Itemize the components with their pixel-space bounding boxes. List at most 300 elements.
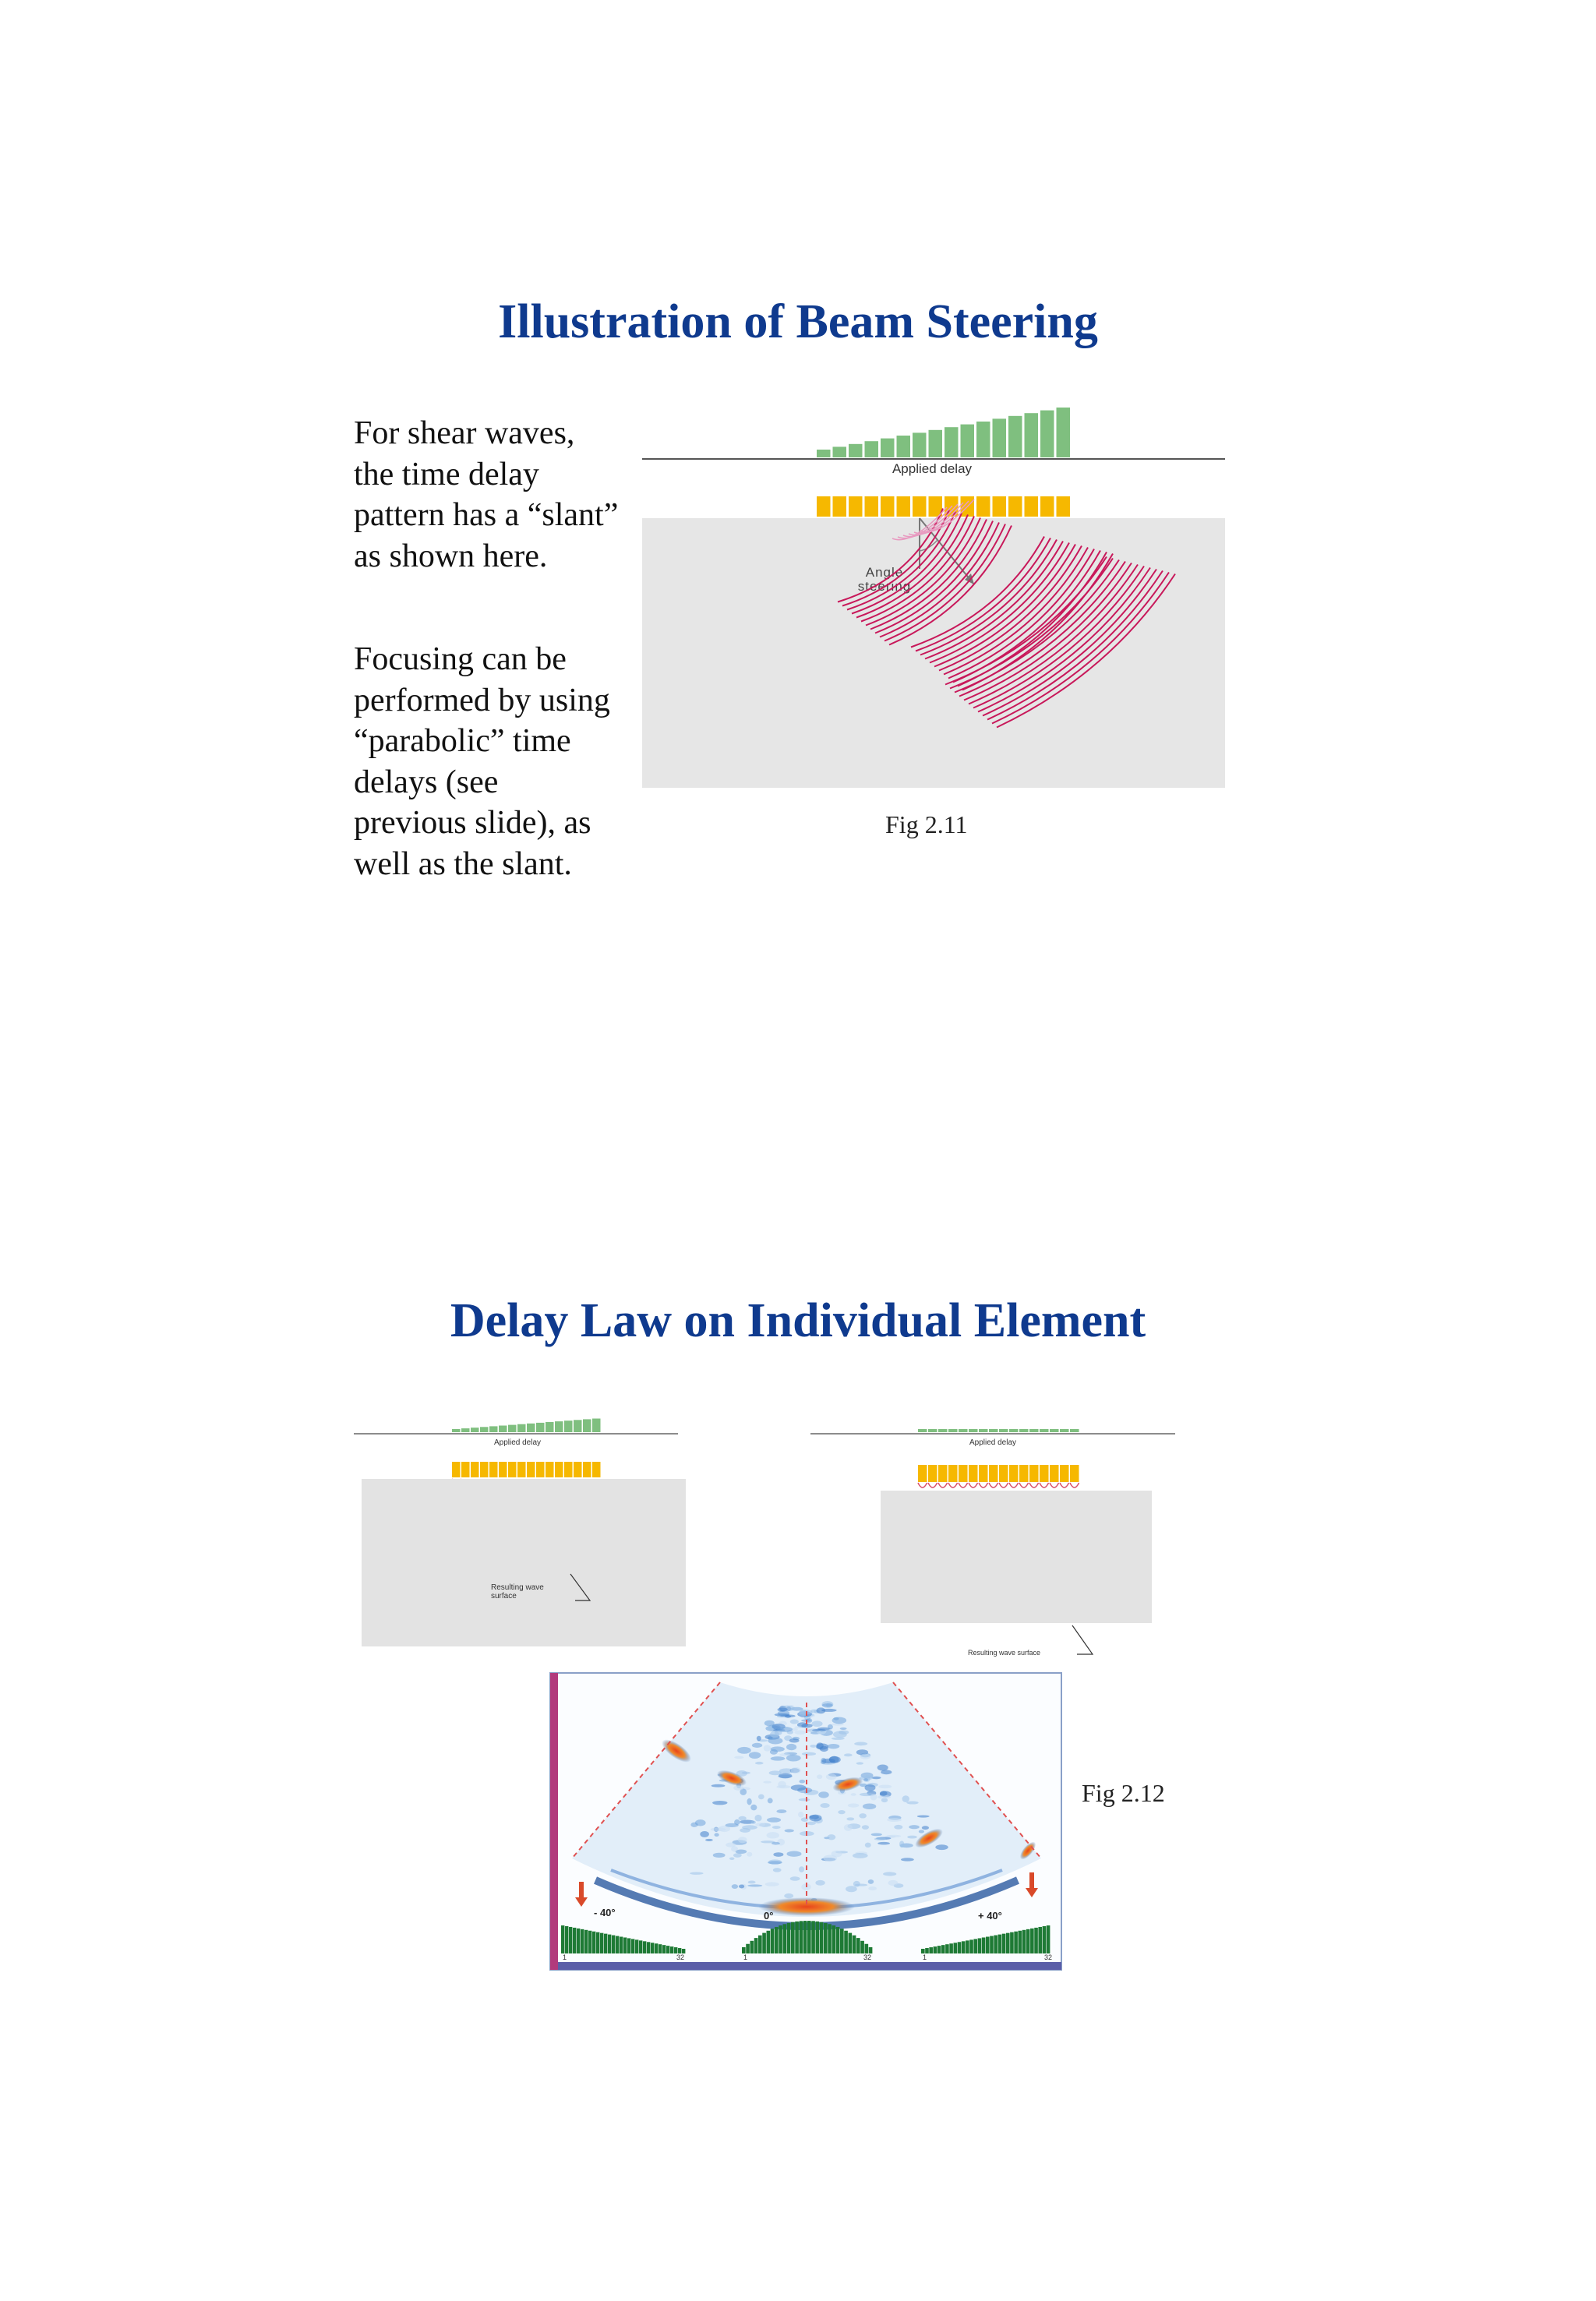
array-element <box>508 1462 517 1477</box>
scan-delay-bar <box>662 1945 666 1953</box>
wave-label-right: Resulting wave surface <box>968 1649 1041 1657</box>
scan-delay-bar <box>651 1943 654 1953</box>
delay-bar <box>865 441 879 457</box>
scan-delay-bar <box>627 1938 630 1953</box>
speckle-dot <box>899 1840 904 1848</box>
delay-bar <box>564 1420 573 1432</box>
delay-bar <box>938 1429 948 1432</box>
delay-bar <box>583 1419 591 1432</box>
delay-bar <box>1029 1429 1039 1432</box>
speckle-dot <box>826 1773 837 1780</box>
array-element <box>1070 1465 1079 1482</box>
speckle-dot <box>799 1866 804 1872</box>
speckle-dot <box>690 1823 697 1827</box>
scan-delay-bar <box>966 1940 969 1953</box>
scan-delay-bar <box>795 1922 799 1953</box>
array-element <box>517 1462 526 1477</box>
speckle-dot <box>832 1717 847 1724</box>
applied-delay-bars <box>817 408 1070 457</box>
scan-delay-bar <box>1006 1933 1010 1953</box>
array-element <box>928 1465 937 1482</box>
delay-law-right-diagram <box>807 1410 1181 1668</box>
delay-bar <box>536 1423 545 1432</box>
speckle-dot <box>846 1817 854 1820</box>
speckle-dot <box>856 1762 863 1764</box>
delay-bar <box>471 1428 479 1432</box>
speckle-dot <box>827 1744 839 1749</box>
array-element <box>1019 1465 1029 1482</box>
scan-delay-bar <box>986 1937 990 1953</box>
speckle-dot <box>773 1852 783 1857</box>
speckle-dot <box>812 1729 826 1731</box>
figure-caption-2-12: Fig 2.12 <box>1082 1779 1165 1807</box>
speckle-dot <box>791 1767 801 1773</box>
speckle-dot <box>754 1815 761 1822</box>
speckle-dot <box>799 1780 805 1784</box>
array-element <box>461 1462 470 1477</box>
scan-delay-bar <box>779 1925 782 1953</box>
speckle-dot <box>817 1774 822 1779</box>
scan-delay-bar <box>561 1925 564 1953</box>
speckle-dot <box>711 1827 726 1831</box>
speckle-dot <box>864 1784 875 1791</box>
scan-delay-bar <box>600 1933 603 1953</box>
delay-bar <box>1019 1429 1029 1432</box>
speckle-dot <box>776 1809 786 1813</box>
speckle-dot <box>785 1829 794 1832</box>
speckle-dot <box>821 1759 835 1763</box>
speckle-dot <box>770 1731 779 1738</box>
speckle-dot <box>747 1852 752 1857</box>
scan-delay-bar <box>655 1943 658 1953</box>
delay-bar <box>527 1424 535 1432</box>
speckle-dot <box>815 1880 824 1886</box>
array-element <box>938 1465 948 1482</box>
delay-bar <box>452 1429 461 1432</box>
scan-delay-bar <box>973 1939 977 1953</box>
speckle-dot <box>894 1825 902 1830</box>
speckle-dot <box>860 1754 870 1759</box>
delay-bar <box>1060 1429 1069 1432</box>
scan-delay-bar <box>631 1939 634 1953</box>
speckle-dot <box>748 1881 756 1884</box>
scan-delay-bar <box>865 1944 869 1953</box>
angle-label-center: 0° <box>764 1910 774 1922</box>
speckle-dot <box>832 1851 842 1858</box>
speckle-dot <box>874 1837 886 1840</box>
scan-delay-bar <box>596 1932 599 1953</box>
array-element <box>999 1465 1008 1482</box>
array-element <box>979 1465 988 1482</box>
element-last-center: 32 <box>863 1953 872 1961</box>
speckle-dot <box>799 1798 810 1802</box>
speckle-dot <box>868 1879 874 1884</box>
speckle-dot <box>859 1813 867 1818</box>
array-element <box>959 1465 968 1482</box>
scan-delay-bar <box>937 1946 941 1953</box>
slide-title-beam-steering: Illustration of Beam Steering <box>498 295 1098 348</box>
speckle-dot <box>791 1784 807 1791</box>
speckle-dot <box>902 1795 909 1802</box>
speckle-dot <box>742 1825 757 1830</box>
array-element <box>555 1462 563 1477</box>
speckle-dot <box>738 1816 746 1821</box>
speckle-dot <box>713 1853 726 1858</box>
scan-delay-bar <box>840 1929 844 1953</box>
delay-bar <box>959 1429 968 1432</box>
array-element <box>969 1465 978 1482</box>
scan-delay-bar <box>1030 1929 1034 1953</box>
speckle-dot <box>755 1823 765 1826</box>
angle-label-line2: steering <box>857 579 912 594</box>
speckle-dot <box>809 1815 821 1822</box>
delay-bar <box>913 432 927 457</box>
speckle-dot <box>751 1821 756 1824</box>
slide-title-delay-law: Delay Law on Individual Element <box>450 1294 1146 1347</box>
scan-delay-bar <box>639 1940 642 1953</box>
speckle-dot <box>690 1872 704 1874</box>
speckle-dot <box>733 1785 743 1791</box>
speckle-dot <box>750 1805 757 1811</box>
scan-delay-bar <box>612 1936 615 1953</box>
scan-delay-bar <box>1014 1932 1018 1953</box>
test-medium-right <box>881 1491 1152 1623</box>
scan-delay-bar <box>791 1922 795 1953</box>
scan-delay-bar <box>620 1937 623 1953</box>
speckle-dot <box>758 1794 764 1799</box>
scan-delay-bar <box>678 1948 681 1953</box>
delay-bar <box>969 1429 978 1432</box>
speckle-dot <box>853 1853 868 1858</box>
speckle-dot <box>770 1749 778 1755</box>
scan-delay-bar <box>954 1943 958 1953</box>
scan-delay-bar <box>800 1921 803 1953</box>
delay-bar <box>1040 411 1054 457</box>
speckle-dot <box>771 1756 786 1760</box>
scan-delay-bar <box>803 1921 807 1953</box>
array-element <box>1040 496 1054 517</box>
scan-delay-bar <box>1022 1930 1026 1953</box>
speckle-dot <box>839 1730 849 1734</box>
element-wavelet <box>959 1483 968 1488</box>
speckle-dot <box>865 1843 871 1848</box>
element-wavelet <box>938 1483 948 1488</box>
angle-label-right: + 40° <box>978 1910 1002 1922</box>
speckle-dot <box>901 1858 914 1861</box>
speckle-dot <box>828 1724 833 1730</box>
scan-delay-bar <box>860 1941 864 1953</box>
speckle-dot <box>871 1833 882 1836</box>
delay-bar <box>897 436 911 457</box>
speckle-dot <box>784 1893 793 1898</box>
speckle-dot <box>789 1738 800 1742</box>
angle-label-left: - 40° <box>594 1907 616 1918</box>
scan-delay-bar <box>1038 1927 1042 1953</box>
speckle-dot <box>790 1719 799 1724</box>
scan-delay-bar <box>1002 1934 1006 1953</box>
speckle-dot <box>917 1815 930 1817</box>
speckle-dot <box>870 1794 877 1801</box>
array-element <box>499 1462 507 1477</box>
applied-delay-label-left: Applied delay <box>493 1438 542 1447</box>
speckle-dot <box>838 1810 845 1814</box>
array-element <box>833 496 847 517</box>
beam-steering-figure <box>639 401 1231 791</box>
element-wavelet <box>918 1483 927 1488</box>
delay-bar <box>999 1429 1008 1432</box>
scan-delay-bar <box>844 1931 848 1953</box>
test-medium-left <box>362 1479 686 1646</box>
speckle-dot <box>817 1707 826 1713</box>
element-wavelet <box>1029 1483 1039 1488</box>
delay-bar <box>1025 413 1039 457</box>
applied-delay-label-right: Applied delay <box>969 1438 1017 1447</box>
array-element <box>574 1462 582 1477</box>
scan-delay-bar <box>849 1933 853 1953</box>
array-element <box>881 496 895 517</box>
wave-label-left-line1: Resulting wave <box>491 1583 544 1592</box>
array-element <box>918 1465 927 1482</box>
element-wavelet <box>1040 1483 1049 1488</box>
speckle-dot <box>768 1798 773 1803</box>
scan-delay-bar <box>962 1941 966 1953</box>
element-wavelet <box>928 1483 937 1488</box>
delay-bar <box>592 1419 601 1433</box>
delay-bar <box>480 1427 489 1432</box>
array-element <box>976 496 990 517</box>
array-element <box>452 1462 461 1477</box>
scan-delay-bar <box>1043 1926 1047 1953</box>
scan-delay-bar <box>1026 1929 1030 1953</box>
delay-bar <box>945 427 959 457</box>
delay-bar <box>574 1420 582 1432</box>
speckle-dot <box>871 1777 881 1780</box>
speckle-dot <box>772 1826 781 1829</box>
wave-pointer-right <box>1072 1625 1093 1654</box>
scan-delay-bar <box>775 1927 779 1953</box>
scan-delay-bar <box>623 1937 627 1953</box>
speckle-dot <box>798 1812 803 1817</box>
scan-delay-bar <box>1047 1925 1050 1953</box>
scan-delay-bar <box>824 1923 828 1953</box>
speckle-dot <box>775 1713 790 1717</box>
paragraph-focusing: Focusing can be performed by using “parabolic” time delays (see previous slide), as well as the slant. <box>354 641 610 882</box>
delay-law-left-diagram <box>352 1410 695 1660</box>
delay-bar <box>555 1421 563 1432</box>
array-element <box>489 1462 498 1477</box>
scan-delay-bar <box>746 1944 750 1953</box>
scan-delay-bar <box>949 1943 953 1953</box>
scan-delay-bar <box>816 1922 820 1953</box>
delay-bar <box>881 439 895 457</box>
element-wavelet <box>989 1483 998 1488</box>
array-element <box>583 1462 591 1477</box>
speckle-dot <box>768 1738 782 1745</box>
speckle-dot <box>705 1839 713 1841</box>
scan-delay-bar <box>592 1932 595 1953</box>
scan-delay-bar <box>767 1931 771 1953</box>
speckle-dot <box>820 1803 829 1808</box>
scan-delay-bar <box>750 1941 754 1953</box>
array-element <box>1008 496 1022 517</box>
scan-delay-bar <box>742 1947 746 1953</box>
scan-delay-bar <box>670 1946 673 1953</box>
paragraph-shear-waves: For shear waves, the time delay pattern has a “slant” as shown here. <box>354 415 619 574</box>
scan-delay-bar <box>608 1935 611 1953</box>
delay-bar <box>979 1429 988 1432</box>
delay-bar <box>1050 1429 1059 1432</box>
speckle-dot <box>877 1842 890 1845</box>
speckle-dot <box>739 1884 744 1888</box>
array-element <box>1025 496 1039 517</box>
scan-delay-bar <box>783 1924 787 1953</box>
wave-label-left-line2: surface <box>491 1592 517 1600</box>
speckle-dot <box>734 1756 743 1759</box>
speckle-dot <box>764 1745 772 1751</box>
scan-delay-bar <box>820 1922 824 1953</box>
speckle-dot <box>737 1747 751 1754</box>
speckle-dot <box>877 1765 888 1771</box>
scan-delay-bar <box>969 1939 973 1953</box>
sectorial-scan-image <box>549 1671 1063 1971</box>
speckle-dot <box>827 1834 835 1840</box>
delay-bar <box>1009 1429 1019 1432</box>
delay-bar <box>817 450 831 457</box>
scan-delay-bar <box>982 1937 986 1953</box>
delay-bar <box>948 1429 958 1432</box>
delay-bar <box>929 430 943 457</box>
speckle-dot <box>802 1752 816 1756</box>
scan-delay-bar <box>584 1930 588 1953</box>
delay-bar <box>508 1425 517 1432</box>
element-wavelet <box>979 1483 988 1488</box>
scan-delay-bar <box>635 1939 638 1953</box>
scan-delay-bar <box>1010 1932 1014 1953</box>
array-element <box>546 1462 554 1477</box>
scan-delay-bar <box>616 1936 619 1953</box>
speckle-dot <box>700 1831 709 1837</box>
scan-delay-bar <box>998 1935 1002 1953</box>
scan-bottom-axis <box>558 1962 1061 1970</box>
scan-delay-bar <box>856 1938 860 1953</box>
element-wavelet <box>1060 1483 1069 1488</box>
speckle-dot <box>732 1884 738 1889</box>
array-element <box>913 496 927 517</box>
speckle-dot <box>733 1853 742 1858</box>
scan-delay-bar <box>758 1936 762 1953</box>
speckle-dot <box>747 1884 762 1886</box>
scan-delay-bar <box>569 1927 572 1953</box>
speckle-dot <box>883 1872 896 1876</box>
speckle-dot <box>734 1819 740 1825</box>
speckle-dot <box>818 1791 829 1798</box>
element-first-right: 1 <box>923 1953 927 1961</box>
scan-delay-bar <box>659 1944 662 1953</box>
scan-delay-bar <box>990 1936 994 1953</box>
speckle-dot <box>763 1780 772 1783</box>
scan-delay-bar <box>869 1947 873 1953</box>
speckle-dot <box>840 1728 847 1730</box>
speckle-dot <box>786 1744 796 1750</box>
scan-delay-bar <box>643 1941 646 1953</box>
element-wavelet <box>1009 1483 1019 1488</box>
applied-delay-bars-left <box>452 1419 601 1433</box>
transducer-elements <box>817 496 1070 517</box>
scan-delay-bar <box>978 1938 982 1953</box>
array-element <box>1050 1465 1059 1482</box>
element-wavelets-right <box>918 1483 1079 1488</box>
scan-delay-bar <box>787 1923 791 1953</box>
speckle-dot <box>768 1861 782 1864</box>
array-element <box>480 1462 489 1477</box>
speckle-dot <box>862 1825 869 1830</box>
speckle-dot <box>878 1784 892 1788</box>
array-element <box>849 496 863 517</box>
element-wavelet <box>1070 1483 1079 1488</box>
speckle-dot <box>714 1833 719 1837</box>
scan-delay-bar <box>762 1933 766 1953</box>
speckle-dot <box>755 1762 764 1765</box>
delay-bar <box>1070 1429 1079 1432</box>
speckle-dot <box>844 1824 853 1831</box>
speckle-dot <box>747 1798 751 1805</box>
array-element <box>989 1465 998 1482</box>
array-element <box>592 1462 601 1477</box>
scan-left-color-bar <box>550 1673 558 1970</box>
scan-delay-bar <box>754 1938 758 1953</box>
speckle-dot <box>779 1773 792 1779</box>
speckle-dot <box>767 1817 781 1822</box>
applied-delay-bars-right <box>918 1429 1079 1432</box>
array-element <box>564 1462 573 1477</box>
scan-delay-bar <box>994 1936 998 1953</box>
speckle-dot <box>887 1818 902 1822</box>
applied-delay-label: Applied delay <box>892 461 973 476</box>
speckle-dot <box>820 1746 828 1752</box>
speckle-dot <box>729 1857 735 1859</box>
scan-delay-bar <box>604 1934 607 1953</box>
scan-delay-bar <box>565 1926 568 1953</box>
delay-bar <box>546 1422 554 1432</box>
speckle-dot <box>868 1886 877 1890</box>
array-element <box>993 496 1007 517</box>
delay-bar <box>989 1429 998 1432</box>
speckle-dot <box>778 1707 788 1711</box>
delay-bar <box>1040 1429 1049 1432</box>
speckle-dot <box>807 1822 816 1826</box>
element-last-left: 32 <box>676 1953 685 1961</box>
speckle-dot <box>749 1752 761 1759</box>
speckle-dot <box>811 1720 822 1727</box>
speckle-dot <box>863 1803 876 1809</box>
scan-delay-bar <box>771 1929 775 1953</box>
speckle-dot <box>832 1738 845 1740</box>
speckle-dot <box>822 1703 833 1706</box>
speckle-dot <box>922 1826 929 1830</box>
speckle-dot <box>778 1781 786 1788</box>
element-last-right: 32 <box>1044 1953 1053 1961</box>
angle-label-line1: Angle <box>865 565 904 580</box>
array-element <box>471 1462 479 1477</box>
speckle-dot <box>851 1793 856 1796</box>
speckle-dot <box>726 1843 736 1848</box>
speckle-dot <box>935 1844 948 1850</box>
scan-delay-bar <box>832 1925 836 1953</box>
scan-delay-bar <box>811 1921 815 1953</box>
speckle-dot <box>712 1801 727 1805</box>
speckle-dot <box>773 1868 782 1872</box>
speckle-dot <box>907 1836 917 1839</box>
